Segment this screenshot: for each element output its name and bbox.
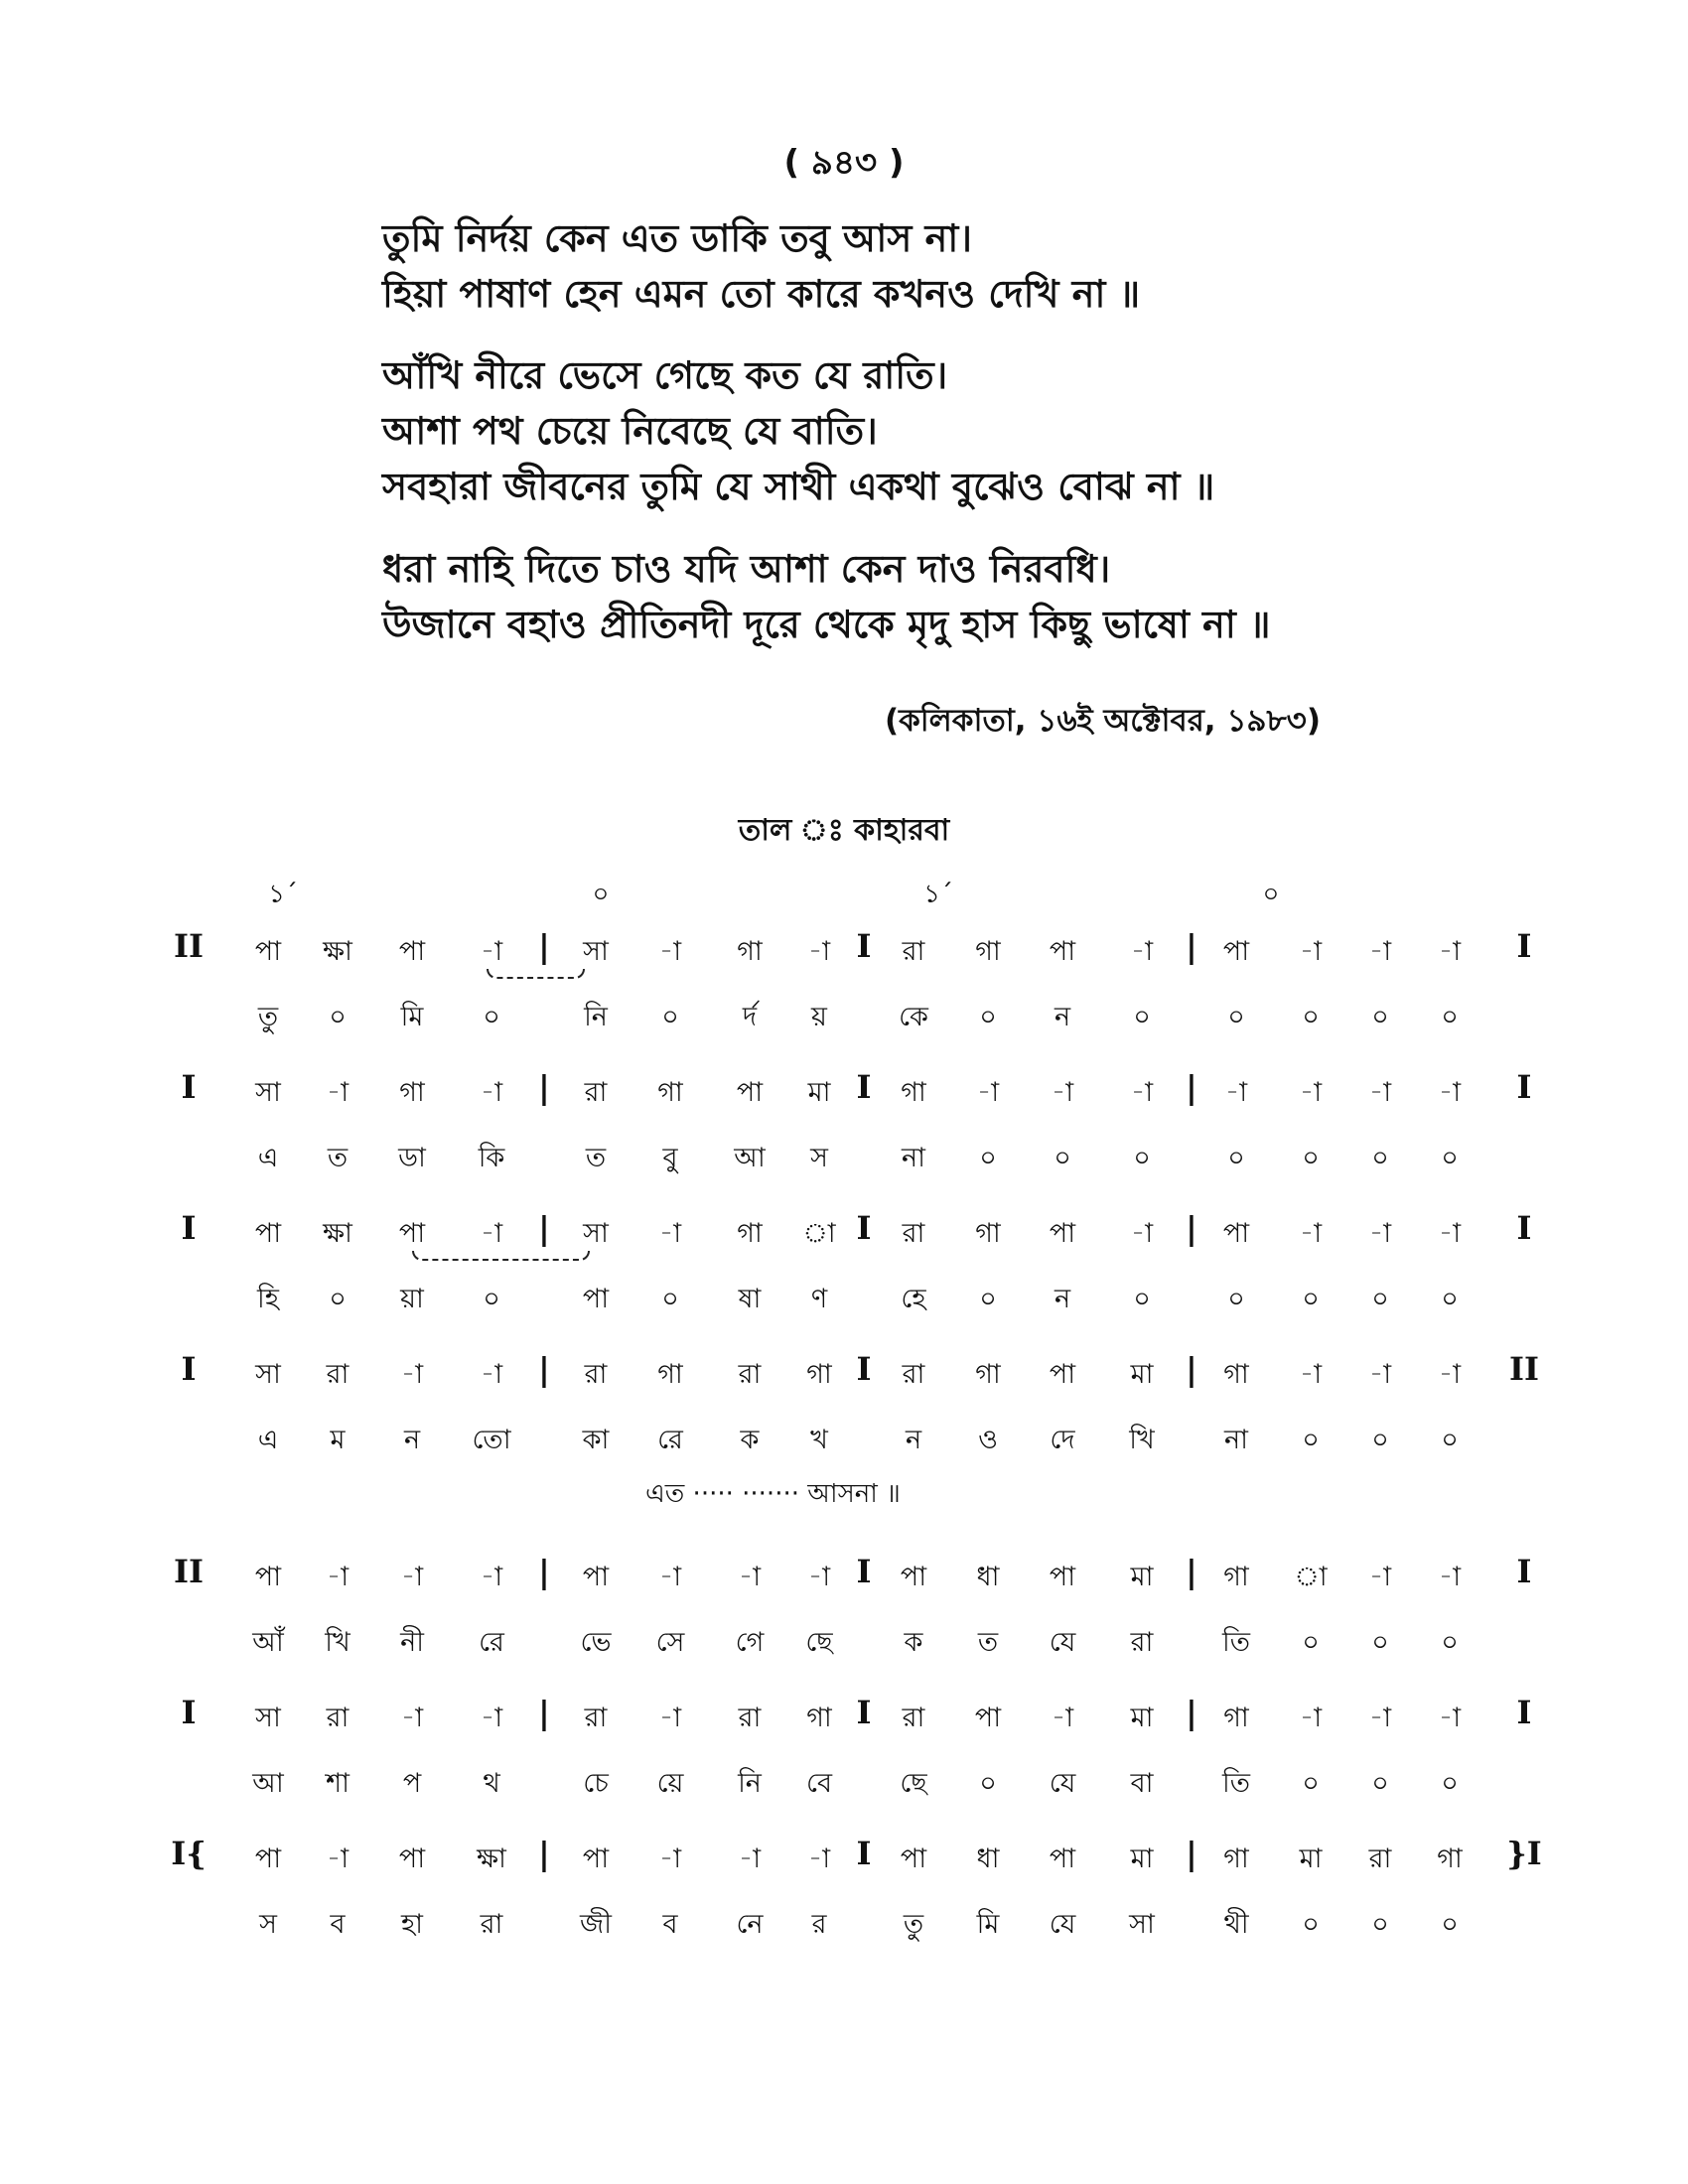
barline: I: [856, 927, 872, 965]
swara-note: -া: [1368, 1359, 1392, 1390]
swara-note: গা: [806, 1703, 832, 1733]
swara-note: -া: [1368, 1562, 1392, 1592]
lyric-syllable: না: [902, 1143, 925, 1173]
swara-note: পা: [1222, 936, 1250, 967]
swara-note: -া: [326, 1843, 350, 1874]
swara-note: -া: [1368, 1077, 1392, 1108]
lyric-syllable: নি: [738, 1768, 762, 1799]
lyric-syllable: ০: [1302, 1768, 1320, 1799]
lyric-syllable: হি: [257, 1284, 279, 1314]
lyric-syllable: ন: [1054, 1002, 1071, 1032]
lyric-syllable: পা: [582, 1284, 610, 1314]
lyric-syllable: ক: [740, 1425, 760, 1455]
lyric-syllable: ০: [483, 1284, 500, 1314]
swara-note: -া: [1438, 936, 1462, 967]
swara-note: -া: [976, 1077, 1000, 1108]
barline-start: I: [181, 1068, 197, 1106]
lyric-syllable: ০: [1371, 1768, 1389, 1799]
lyric-syllable: স: [810, 1143, 828, 1173]
barline: |: [538, 1209, 550, 1247]
beat-mark: ১´: [268, 880, 298, 909]
swara-note: পা: [398, 1843, 426, 1874]
swara-note: -া: [400, 1359, 424, 1390]
swara-note: -া: [1051, 1077, 1074, 1108]
lyric-syllable: ০: [1441, 1627, 1459, 1658]
swara-note: পা: [1049, 1562, 1076, 1592]
lyric-syllable: ০: [329, 1002, 347, 1032]
swara-note: -া: [400, 1703, 424, 1733]
swara-note: রা: [902, 1359, 925, 1390]
swara-note: -া: [326, 1562, 350, 1592]
lyric-syllable: ০: [1371, 1143, 1389, 1173]
tala-title: তাল ঃ কাহারবা: [738, 813, 950, 848]
swara-note: -া: [1438, 1703, 1462, 1733]
swara-note: পা: [1049, 936, 1076, 967]
lyric-syllable: য়: [811, 1002, 827, 1032]
swara-note: -া: [658, 1843, 682, 1874]
lyric-syllable: ০: [1441, 1284, 1459, 1314]
slur-mark: [412, 1251, 590, 1261]
swara-note: পা: [398, 936, 426, 967]
swara-note: গা: [657, 1077, 683, 1108]
swara-note: পা: [582, 1843, 610, 1874]
swara-note: া: [802, 1218, 836, 1249]
lyric-line: সবহারা জীবনের তুমি যে সাথী একথা বুঝেও বোঝ না ॥: [382, 465, 1215, 508]
barline-start: II: [174, 1553, 204, 1590]
swara-note: সা: [583, 1218, 609, 1249]
swara-note: ক্ষা: [323, 936, 352, 967]
lyric-syllable: ত: [327, 1143, 349, 1173]
swara-note: পা: [254, 936, 282, 967]
lyric-syllable: ০: [1371, 1425, 1389, 1455]
barline: |: [1186, 927, 1197, 965]
lyric-syllable: রে: [657, 1425, 683, 1455]
swara-note: গা: [975, 936, 1001, 967]
swara-note: গা: [737, 936, 763, 967]
barline: |: [1186, 1553, 1197, 1590]
barline-end: I: [1516, 1068, 1532, 1106]
lyric-syllable: ছে: [900, 1768, 927, 1799]
swara-note: -া: [658, 1703, 682, 1733]
beat-mark: ১´: [923, 880, 953, 909]
swara-note: রা: [1368, 1843, 1392, 1874]
swara-note: গা: [657, 1359, 683, 1390]
barline: |: [538, 1553, 550, 1590]
lyric-syllable: ম: [330, 1425, 346, 1455]
barline: I: [856, 1694, 872, 1731]
lyric-syllable: ০: [483, 1002, 500, 1032]
swara-note: পা: [1049, 1359, 1076, 1390]
lyric-syllable: কি: [478, 1143, 505, 1173]
barline-start: I: [181, 1350, 197, 1388]
barline: I: [856, 1350, 872, 1388]
swara-note: -া: [807, 1843, 831, 1874]
swara-note: পা: [1049, 1218, 1076, 1249]
lyric-syllable: কে: [899, 1002, 928, 1032]
swara-note: পা: [736, 1077, 764, 1108]
lyric-syllable: ০: [1133, 1143, 1151, 1173]
lyric-syllable: ০: [979, 1768, 997, 1799]
swara-note: -া: [738, 1843, 762, 1874]
lyric-syllable: এ: [257, 1425, 279, 1455]
lyric-line: আশা পথ চেয়ে নিবেছে যে বাতি।: [382, 409, 878, 453]
barline: |: [538, 1350, 550, 1388]
lyric-syllable: ন: [905, 1425, 922, 1455]
lyric-syllable: গে: [735, 1627, 765, 1658]
swara-note: রা: [584, 1703, 608, 1733]
barline: |: [1186, 1209, 1197, 1247]
lyric-syllable: ক: [904, 1627, 923, 1658]
lyric-line: তুমি নির্দয় কেন এত ডাকি তবু আস না।: [382, 216, 972, 260]
lyric-syllable: খি: [325, 1627, 351, 1658]
lyric-syllable: রে: [479, 1627, 504, 1658]
swara-note: -া: [1224, 1077, 1248, 1108]
swara-note: -া: [480, 936, 503, 967]
swara-note: মা: [807, 1077, 831, 1108]
barline: I: [856, 1835, 872, 1872]
lyric-syllable: ০: [979, 1284, 997, 1314]
swara-note: -া: [1368, 936, 1392, 967]
lyric-syllable: ০: [1227, 1002, 1245, 1032]
lyric-line: আঁখি নীরে ভেসে গেছে কত যে রাতি।: [382, 353, 948, 397]
lyric-syllable: ০: [1441, 1143, 1459, 1173]
lyric-syllable: খ: [810, 1425, 828, 1455]
lyric-syllable: ভে: [580, 1627, 612, 1658]
swara-note: -া: [1368, 1218, 1392, 1249]
swara-note: -া: [738, 1562, 762, 1592]
swara-note: পা: [254, 1218, 282, 1249]
swara-note: পা: [254, 1562, 282, 1592]
swara-note: -া: [1130, 1218, 1154, 1249]
lyric-syllable: ণ: [810, 1284, 828, 1314]
swara-note: গা: [975, 1218, 1001, 1249]
swara-note: সা: [255, 1077, 281, 1108]
lyric-syllable: র্দ: [742, 1002, 758, 1032]
lyric-syllable: ষা: [738, 1284, 762, 1314]
lyric-syllable: তো: [472, 1425, 511, 1455]
slur-mark: [487, 969, 585, 979]
swara-note: -া: [1438, 1218, 1462, 1249]
swara-note: সা: [583, 936, 609, 967]
swara-note: -া: [1130, 936, 1154, 967]
beat-mark: ০: [592, 880, 610, 909]
lyric-syllable: ০: [1054, 1143, 1071, 1173]
swara-note: রা: [902, 1218, 925, 1249]
swara-note: -া: [658, 1562, 682, 1592]
swara-note: মা: [1130, 1562, 1154, 1592]
swara-note: ধা: [976, 1562, 1000, 1592]
lyric-syllable: ০: [1302, 1284, 1320, 1314]
lyric-syllable: হা: [400, 1909, 424, 1940]
swara-note: -া: [658, 936, 682, 967]
swara-note: -া: [1299, 1359, 1323, 1390]
swara-note: -া: [1438, 1562, 1462, 1592]
lyric-syllable: রা: [1130, 1627, 1154, 1658]
lyric-syllable: দে: [1050, 1425, 1075, 1455]
swara-note: -া: [480, 1218, 503, 1249]
swara-note: -া: [1438, 1077, 1462, 1108]
barline: I: [856, 1553, 872, 1590]
lyric-syllable: ০: [1371, 1627, 1389, 1658]
lyric-line: ধরা নাহি দিতে চাও যদি আশা কেন দাও নিরবধি।: [382, 547, 1111, 591]
swara-note: গা: [399, 1077, 425, 1108]
lyric-syllable: থী: [1223, 1909, 1249, 1940]
swara-note: পা: [254, 1843, 282, 1874]
lyric-syllable: ০: [1302, 1143, 1320, 1173]
swara-note: -া: [1299, 936, 1323, 967]
swara-note: পা: [582, 1562, 610, 1592]
swara-note: সা: [255, 1703, 281, 1733]
lyric-syllable: তি: [1222, 1627, 1250, 1658]
lyric-syllable: য়া: [400, 1284, 424, 1314]
swara-note: মা: [1130, 1703, 1154, 1733]
swara-note: পা: [1049, 1843, 1076, 1874]
lyric-syllable: ত: [585, 1143, 607, 1173]
swara-note: গা: [975, 1359, 1001, 1390]
barline: I: [856, 1068, 872, 1106]
lyric-syllable: ব: [330, 1909, 346, 1940]
lyric-line: উজানে বহাও প্রীতিনদী দূরে থেকে মৃদু হাস কিছু ভাষো না ॥: [382, 603, 1271, 646]
swara-note: গা: [1223, 1562, 1249, 1592]
barline-end: II: [1509, 1350, 1539, 1388]
swara-note: গা: [1437, 1843, 1463, 1874]
lyric-syllable: ০: [1371, 1284, 1389, 1314]
lyric-syllable: খি: [1129, 1425, 1155, 1455]
swara-note: গা: [737, 1218, 763, 1249]
lyric-syllable: যে: [1049, 1627, 1076, 1658]
swara-note: -া: [1130, 1077, 1154, 1108]
lyric-syllable: নী: [400, 1627, 424, 1658]
lyric-syllable: ০: [1371, 1002, 1389, 1032]
page-number: ( ৯৪৩ ): [783, 143, 905, 183]
swara-note: া: [1294, 1562, 1328, 1592]
barline-end: I: [1516, 1209, 1532, 1247]
barline-start: II: [174, 927, 204, 965]
swara-note: -া: [400, 1562, 424, 1592]
lyric-syllable: তু: [903, 1909, 924, 1940]
swara-note: ক্ষা: [323, 1218, 352, 1249]
lyric-syllable: হে: [901, 1284, 926, 1314]
lyric-syllable: ব: [662, 1909, 678, 1940]
swara-note: -া: [326, 1077, 350, 1108]
lyric-syllable: ০: [661, 1002, 679, 1032]
beat-mark: ০: [1262, 880, 1280, 909]
swara-note: রা: [902, 936, 925, 967]
swara-note: ক্ষা: [477, 1843, 506, 1874]
barline-start: I{: [171, 1835, 207, 1872]
lyric-line: হিয়া পাষাণ হেন এমন তো কারে কখনও দেখি না ॥: [382, 272, 1141, 316]
swara-note: -া: [658, 1218, 682, 1249]
lyric-syllable: তি: [1222, 1768, 1250, 1799]
lyric-syllable: ০: [1441, 1909, 1459, 1940]
barline: |: [538, 1068, 550, 1106]
lyric-syllable: ০: [1302, 1425, 1320, 1455]
barline-start: I: [181, 1209, 197, 1247]
lyric-syllable: আঁ: [252, 1627, 284, 1658]
lyric-syllable: ০: [1302, 1909, 1320, 1940]
swara-note: গা: [1223, 1703, 1249, 1733]
swara-note: -া: [480, 1562, 503, 1592]
swara-note: গা: [1223, 1359, 1249, 1390]
lyric-syllable: মি: [400, 1002, 424, 1032]
swara-note: -া: [480, 1359, 503, 1390]
swara-note: রা: [738, 1703, 762, 1733]
swara-note: রা: [584, 1077, 608, 1108]
lyric-syllable: প: [402, 1768, 422, 1799]
swara-note: মা: [1130, 1843, 1154, 1874]
lyric-syllable: ০: [1227, 1143, 1245, 1173]
barline: |: [1186, 1694, 1197, 1731]
swara-note: -া: [807, 936, 831, 967]
swara-note: -া: [480, 1077, 503, 1108]
swara-note: পা: [1222, 1218, 1250, 1249]
lyric-syllable: নি: [584, 1002, 608, 1032]
lyric-syllable: ০: [1227, 1284, 1245, 1314]
lyric-syllable: আ: [734, 1143, 766, 1173]
lyric-syllable: বে: [806, 1768, 832, 1799]
swara-note: রা: [326, 1359, 350, 1390]
swara-note: মা: [1130, 1359, 1154, 1390]
lyric-syllable: ০: [661, 1284, 679, 1314]
barline: |: [538, 1835, 550, 1872]
swara-note: গা: [1223, 1843, 1249, 1874]
swara-note: গা: [901, 1077, 926, 1108]
lyric-syllable: যে: [1049, 1909, 1076, 1940]
lyric-syllable: তু: [257, 1002, 279, 1032]
swara-note: -া: [480, 1703, 503, 1733]
composition-date: (কলিকাতা, ১৬ই অক্টোবর, ১৯৮৩): [884, 703, 1321, 739]
lyric-syllable: ছে: [805, 1627, 833, 1658]
lyric-syllable: সে: [655, 1627, 685, 1658]
lyric-syllable: ০: [1302, 1002, 1320, 1032]
lyric-syllable: শা: [326, 1768, 350, 1799]
lyric-syllable: রা: [480, 1909, 503, 1940]
refrain-text: এত ····· ······· আসনা ॥: [645, 1479, 901, 1509]
lyric-syllable: য়ে: [656, 1768, 684, 1799]
barline-end: }I: [1506, 1835, 1542, 1872]
lyric-syllable: আ: [252, 1768, 284, 1799]
lyric-syllable: ০: [979, 1002, 997, 1032]
lyric-syllable: র: [811, 1909, 827, 1940]
barline-end: I: [1516, 1694, 1532, 1731]
lyric-syllable: ০: [1441, 1425, 1459, 1455]
swara-note: ধা: [976, 1843, 1000, 1874]
swara-note: পা: [974, 1703, 1002, 1733]
swara-note: -া: [1368, 1703, 1392, 1733]
swara-note: মা: [1299, 1843, 1323, 1874]
lyric-syllable: বু: [662, 1143, 678, 1173]
lyric-syllable: ০: [1371, 1909, 1389, 1940]
swara-note: -া: [1299, 1703, 1323, 1733]
lyric-syllable: জী: [580, 1909, 612, 1940]
barline: |: [538, 927, 550, 965]
swara-note: সা: [255, 1359, 281, 1390]
swara-note: গা: [806, 1359, 832, 1390]
lyric-syllable: ০: [1441, 1002, 1459, 1032]
swara-note: পা: [900, 1562, 927, 1592]
lyric-syllable: থ: [483, 1768, 500, 1799]
lyric-syllable: এ: [257, 1143, 279, 1173]
barline: |: [538, 1694, 550, 1731]
lyric-syllable: বা: [1130, 1768, 1154, 1799]
swara-note: পা: [398, 1218, 426, 1249]
lyric-syllable: মি: [976, 1909, 1000, 1940]
lyric-syllable: স: [259, 1909, 277, 1940]
lyric-syllable: ও: [978, 1425, 998, 1455]
lyric-syllable: নে: [736, 1909, 764, 1940]
swara-note: রা: [584, 1359, 608, 1390]
lyric-syllable: ০: [979, 1143, 997, 1173]
lyric-syllable: চে: [583, 1768, 609, 1799]
lyric-syllable: ০: [1133, 1284, 1151, 1314]
lyric-syllable: না: [1224, 1425, 1248, 1455]
lyric-syllable: সা: [1129, 1909, 1155, 1940]
barline: |: [1186, 1350, 1197, 1388]
swara-note: রা: [326, 1703, 350, 1733]
swara-note: রা: [902, 1703, 925, 1733]
lyric-syllable: ০: [1441, 1768, 1459, 1799]
barline-end: I: [1516, 927, 1532, 965]
barline-end: I: [1516, 1553, 1532, 1590]
lyric-syllable: ০: [1133, 1002, 1151, 1032]
lyric-syllable: যে: [1049, 1768, 1076, 1799]
swara-note: -া: [1299, 1077, 1323, 1108]
lyric-syllable: ন: [1054, 1284, 1071, 1314]
swara-note: রা: [738, 1359, 762, 1390]
swara-note: -া: [1299, 1218, 1323, 1249]
lyric-syllable: ০: [1302, 1627, 1320, 1658]
lyric-syllable: কা: [582, 1425, 610, 1455]
lyric-syllable: ন: [403, 1425, 421, 1455]
swara-note: -া: [1051, 1703, 1074, 1733]
barline-start: I: [181, 1694, 197, 1731]
swara-note: পা: [900, 1843, 927, 1874]
lyric-syllable: ০: [329, 1284, 347, 1314]
lyric-syllable: ডা: [398, 1143, 426, 1173]
lyric-syllable: ত: [977, 1627, 999, 1658]
barline: I: [856, 1209, 872, 1247]
barline: |: [1186, 1835, 1197, 1872]
swara-note: -া: [1438, 1359, 1462, 1390]
barline: |: [1186, 1068, 1197, 1106]
swara-note: -া: [807, 1562, 831, 1592]
